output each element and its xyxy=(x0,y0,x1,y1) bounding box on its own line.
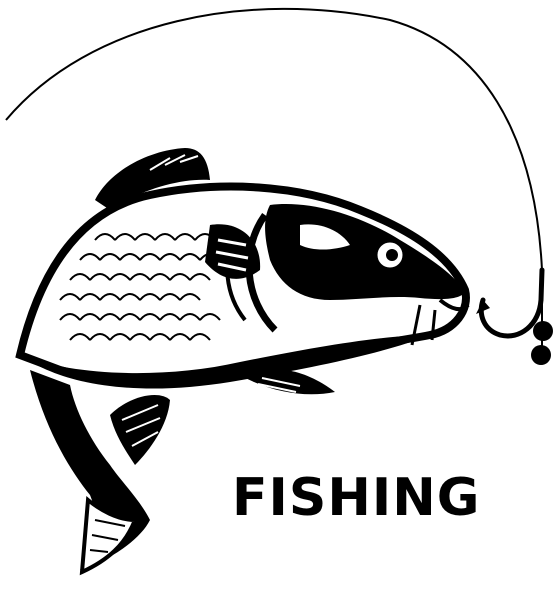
fish-hook-icon xyxy=(476,270,542,336)
caption-title: FISHING xyxy=(232,468,481,528)
